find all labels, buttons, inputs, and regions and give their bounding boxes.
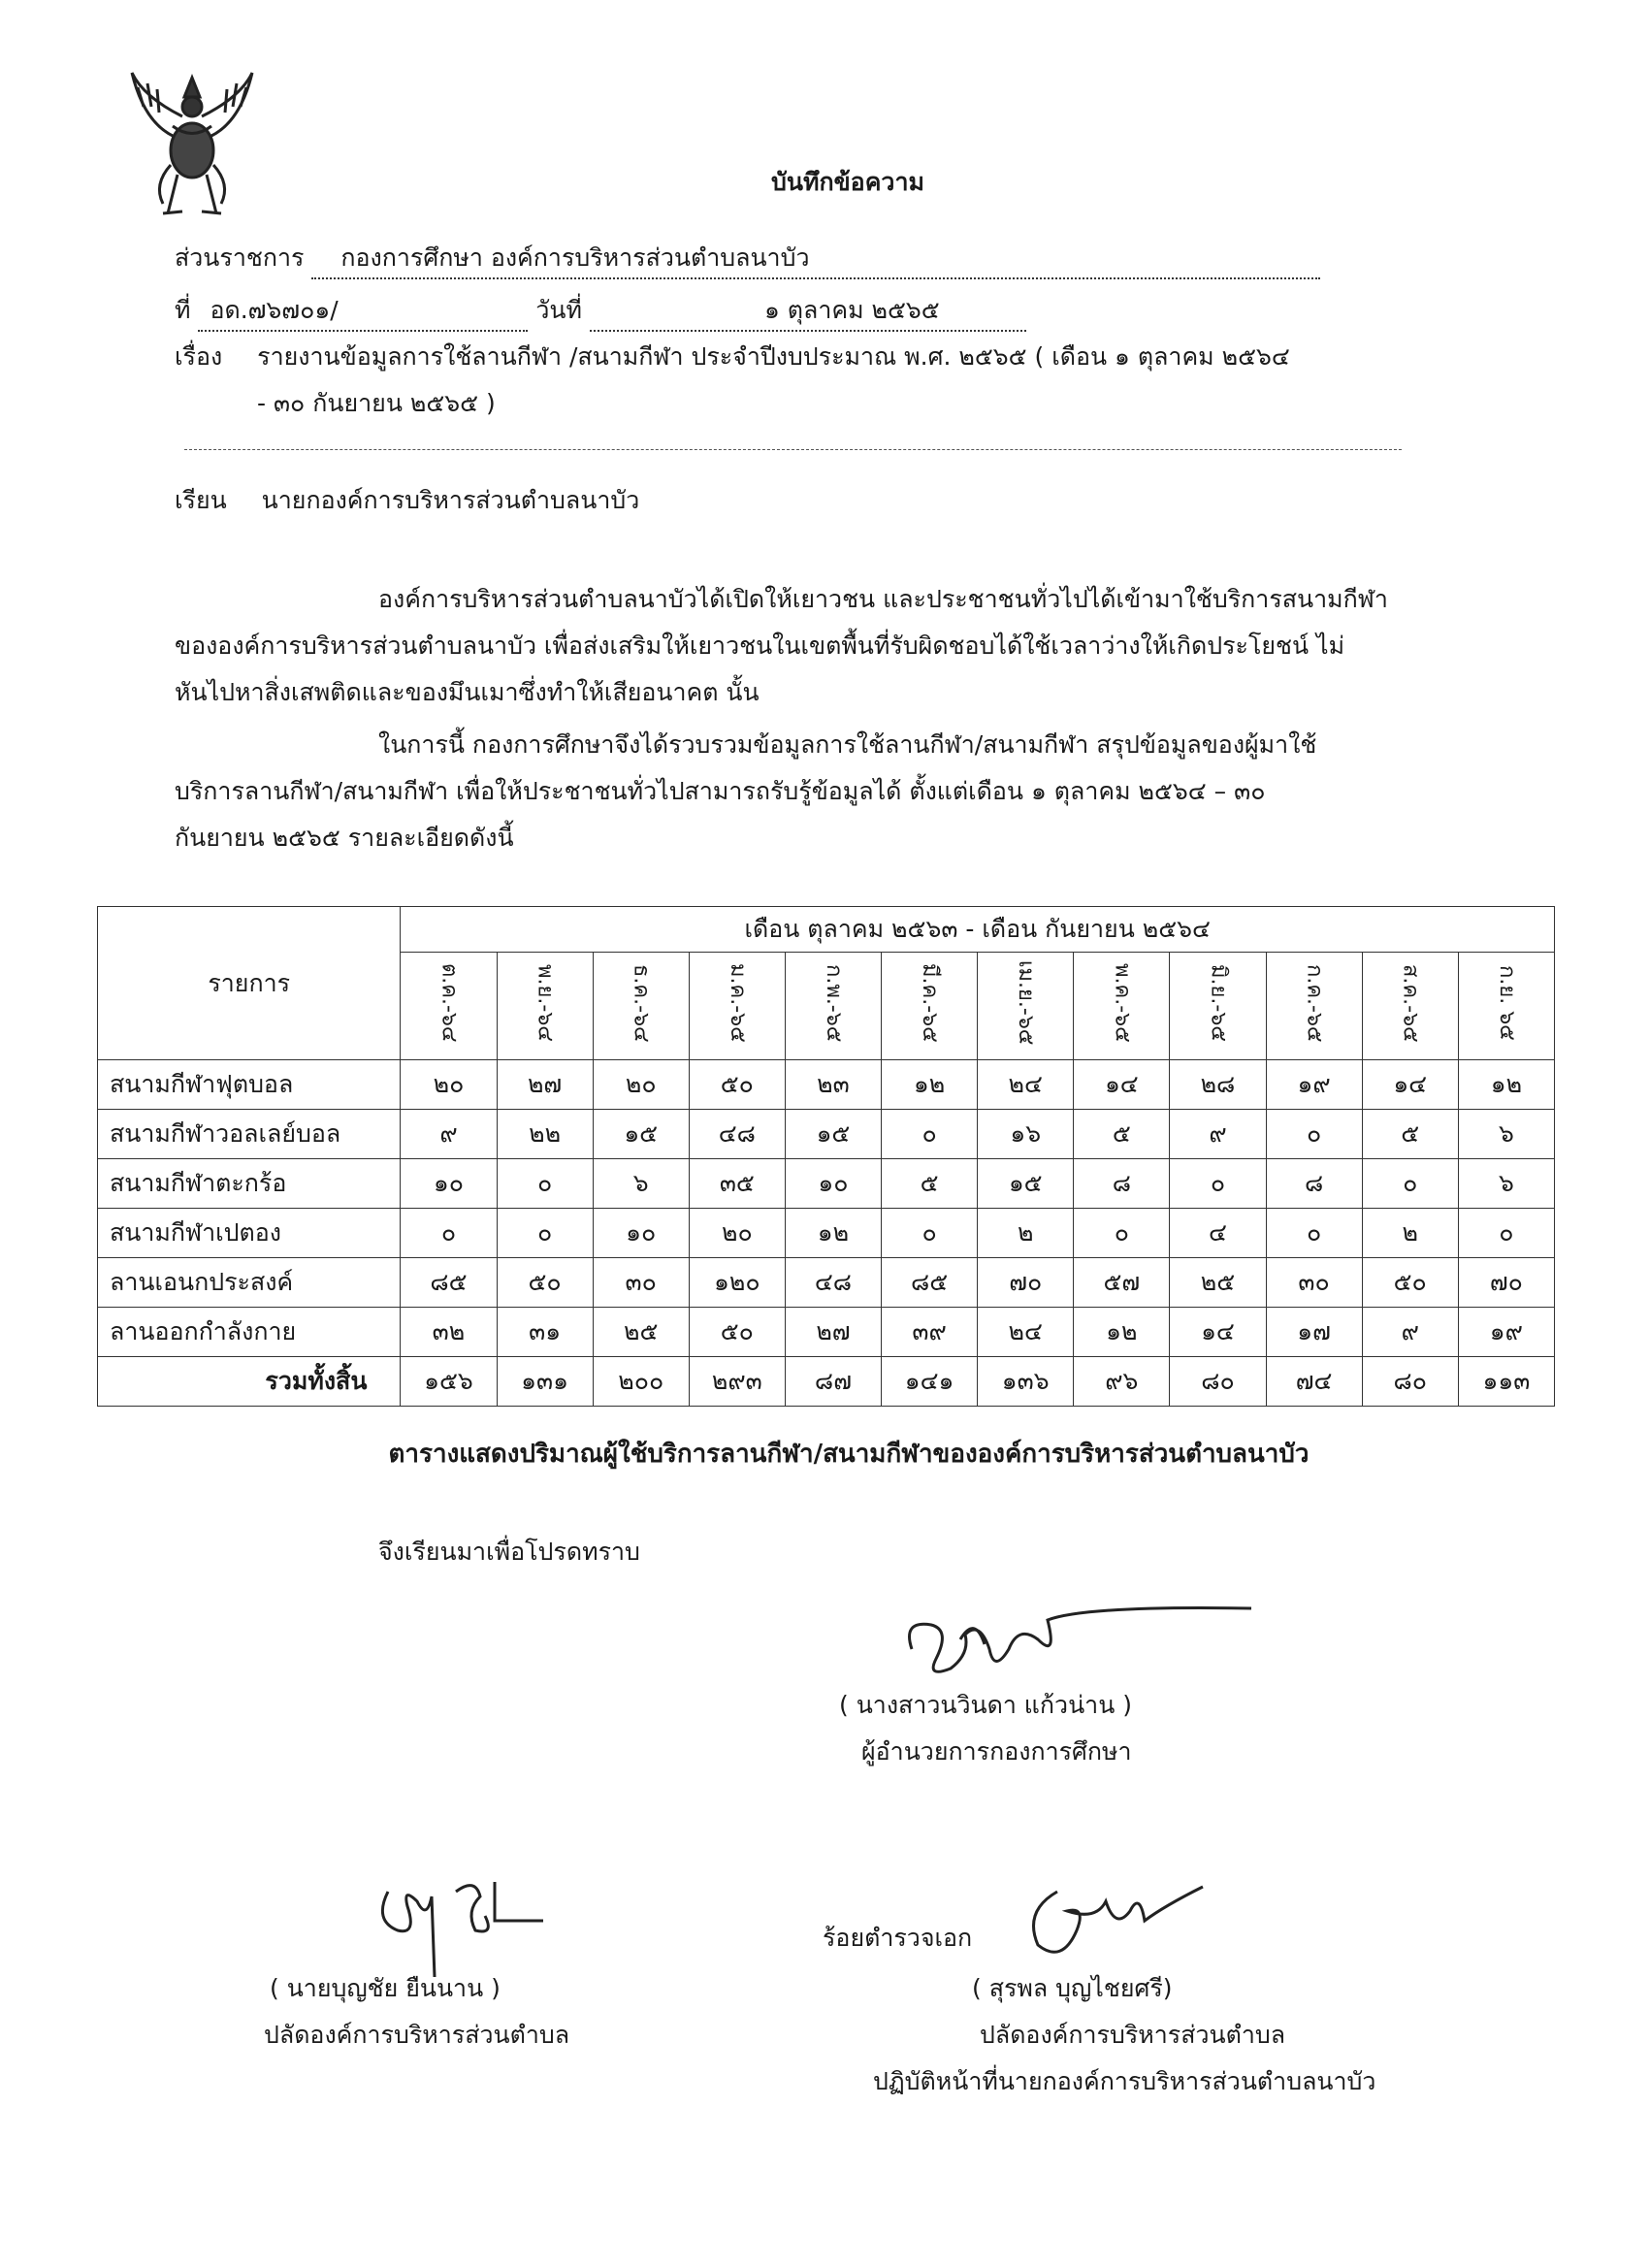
table-cell: ๙ bbox=[1170, 1110, 1266, 1159]
director-name: ( นางสาวนวินดา แก้วน่าน ) bbox=[839, 1691, 1133, 1719]
month-header bbox=[978, 953, 1074, 1060]
signature-director-icon bbox=[892, 1601, 1261, 1688]
table-cell: ๖ bbox=[1458, 1110, 1554, 1159]
closing-text: จึงเรียนมาเพื่อโปรดทราบ bbox=[378, 1538, 640, 1566]
date-label: วันที่ bbox=[535, 296, 582, 324]
table-cell: ๓๙ bbox=[882, 1308, 978, 1357]
table-cell: ๒๔ bbox=[978, 1060, 1074, 1110]
month-label: เม.ย.-๖๕ bbox=[1014, 960, 1039, 1046]
total-cell: ๒๙๓ bbox=[689, 1357, 785, 1407]
table-cell: ๐ bbox=[497, 1209, 593, 1258]
acting-title: ปลัดองค์การบริหารส่วนตำบล bbox=[980, 2021, 1286, 2049]
table-cell: ๑๒ bbox=[1458, 1060, 1554, 1110]
agency-value: กองการศึกษา องค์การบริหารส่วนตำบลนาบัว bbox=[311, 239, 1320, 279]
table-cell: ๓๐ bbox=[593, 1258, 689, 1308]
table-cell: ๐ bbox=[497, 1159, 593, 1209]
table-cell: ๑๒๐ bbox=[689, 1258, 785, 1308]
total-cell: ๘๐ bbox=[1170, 1357, 1266, 1407]
ref-value: อด.๗๖๗๐๑/ bbox=[198, 291, 528, 332]
table-cell: ๖ bbox=[1458, 1159, 1554, 1209]
table-cell: ๙ bbox=[401, 1110, 497, 1159]
memo-title: บันทึกข้อความ bbox=[771, 168, 924, 196]
month-label: ธ.ค.-๖๔ bbox=[629, 963, 654, 1043]
month-label: พ.ค.-๖๕ bbox=[1110, 963, 1135, 1043]
table-cell: ๑๕ bbox=[593, 1110, 689, 1159]
table-row bbox=[98, 1209, 1555, 1258]
usage-table bbox=[97, 906, 1555, 1407]
table-header-row bbox=[98, 907, 1555, 953]
month-label: ส.ค.-๖๕ bbox=[1398, 963, 1423, 1043]
table-cell: ๑๗ bbox=[1266, 1308, 1362, 1357]
total-cell: ๘๐ bbox=[1362, 1357, 1458, 1407]
table-cell: ๑๐ bbox=[785, 1159, 881, 1209]
table-cell: ๑๙ bbox=[1266, 1060, 1362, 1110]
para2-line2: บริการลานกีฬา/สนามกีฬา เพื่อให้ประชาชนทั่วไปสามารถรับรู้ข้อมูลได้ ตั้งแต่เดือน ๑ ตุลาคม ๒๕๖๔ – ๓๐ bbox=[175, 777, 1266, 805]
table-cell: ๒๗ bbox=[785, 1308, 881, 1357]
table-cell: ๒๗ bbox=[497, 1060, 593, 1110]
table-cell: ๒๔ bbox=[978, 1308, 1074, 1357]
table-cell: ๒๓ bbox=[785, 1060, 881, 1110]
table-row bbox=[98, 1308, 1555, 1357]
table-cell: ๐ bbox=[882, 1110, 978, 1159]
table-cell: ๕ bbox=[882, 1159, 978, 1209]
table-cell: ๗๐ bbox=[1458, 1258, 1554, 1308]
table-cell: ๒๘ bbox=[1170, 1060, 1266, 1110]
table-cell: ๑๙ bbox=[1458, 1308, 1554, 1357]
to-label: เรียน bbox=[175, 486, 227, 514]
table-cell: ๒๒ bbox=[497, 1110, 593, 1159]
month-header bbox=[1362, 953, 1458, 1060]
para1-line2: ขององค์การบริหารส่วนตำบลนาบัว เพื่อส่งเสริมให้เยาวชนในเขตพื้นที่รับผิดชอบได้ใช้เวลาว่างให้เกิดประโยชน์ ไม่ bbox=[175, 632, 1345, 660]
table-cell: ๐ bbox=[1266, 1110, 1362, 1159]
row-label: สนามกีฬาตะกร้อ bbox=[98, 1159, 401, 1209]
table-cell: ๐ bbox=[1074, 1209, 1170, 1258]
table-cell: ๐ bbox=[1170, 1159, 1266, 1209]
total-cell: ๑๓๑ bbox=[497, 1357, 593, 1407]
total-label: รวมทั้งสิ้น bbox=[98, 1357, 401, 1407]
table-cell: ๕๐ bbox=[1362, 1258, 1458, 1308]
table-cell: ๒ bbox=[1362, 1209, 1458, 1258]
to-row bbox=[175, 481, 639, 520]
acting-duty: ปฏิบัติหน้าที่นายกองค์การบริหารส่วนตำบลนาบัว bbox=[873, 2067, 1376, 2095]
subject-line-2: - ๓๐ กันยายน ๒๕๖๕ ) bbox=[257, 389, 496, 417]
table-cell: ๘๕ bbox=[401, 1258, 497, 1308]
row-label: ลานออกกำลังกาย bbox=[98, 1308, 401, 1357]
table-cell: ๑๒ bbox=[785, 1209, 881, 1258]
month-header bbox=[1266, 953, 1362, 1060]
table-row bbox=[98, 1110, 1555, 1159]
deputy-name: ( นายบุญชัย ยืนนาน ) bbox=[270, 1974, 501, 2002]
month-label: พ.ย.-๖๔ bbox=[533, 964, 558, 1042]
month-header bbox=[1170, 953, 1266, 1060]
acting-rank: ร้อยตำรวจเอก bbox=[823, 1924, 973, 1952]
table-cell: ๐ bbox=[882, 1209, 978, 1258]
table-cell: ๓๐ bbox=[1266, 1258, 1362, 1308]
table-cell: ๗๐ bbox=[978, 1258, 1074, 1308]
table-cell: ๑๐ bbox=[401, 1159, 497, 1209]
month-label: ก.พ.-๖๕ bbox=[821, 963, 846, 1043]
period-header: เดือน ตุลาคม ๒๕๖๓ - เดือน กันยายน ๒๕๖๔ bbox=[401, 907, 1555, 953]
agency-label: ส่วนราชการ bbox=[175, 243, 305, 272]
month-header bbox=[401, 953, 497, 1060]
table-cell: ๓๕ bbox=[689, 1159, 785, 1209]
table-cell: ๒ bbox=[978, 1209, 1074, 1258]
subject-row bbox=[175, 338, 1290, 376]
table-cell: ๘๕ bbox=[882, 1258, 978, 1308]
table-cell: ๐ bbox=[1362, 1159, 1458, 1209]
row-label: สนามกีฬาฟุตบอล bbox=[98, 1060, 401, 1110]
ref-date-row bbox=[175, 291, 1026, 332]
table-cell: ๑๔ bbox=[1074, 1060, 1170, 1110]
table-cell: ๐ bbox=[1266, 1209, 1362, 1258]
table-cell: ๒๐ bbox=[593, 1060, 689, 1110]
month-label: ก.ย. ๖๕ bbox=[1494, 965, 1519, 1041]
table-cell: ๕ bbox=[1074, 1110, 1170, 1159]
table-cell: ๒๐ bbox=[401, 1060, 497, 1110]
month-header bbox=[497, 953, 593, 1060]
table-cell: ๕๐ bbox=[689, 1308, 785, 1357]
table-cell: ๑๕ bbox=[785, 1110, 881, 1159]
table-cell: ๔๘ bbox=[689, 1110, 785, 1159]
month-header bbox=[785, 953, 881, 1060]
to-value: นายกองค์การบริหารส่วนตำบลนาบัว bbox=[261, 486, 640, 514]
month-label: มิ.ย.-๖๕ bbox=[1206, 964, 1231, 1042]
table-cell: ๕๗ bbox=[1074, 1258, 1170, 1308]
para1-line3: หันไปหาสิ่งเสพติดและของมึนเมาซึ่งทำให้เสียอนาคต นั้น bbox=[175, 678, 760, 706]
month-label: ก.ค.-๖๕ bbox=[1302, 963, 1327, 1043]
table-cell: ๑๕ bbox=[978, 1159, 1074, 1209]
total-cell: ๗๔ bbox=[1266, 1357, 1362, 1407]
total-cell: ๑๔๑ bbox=[882, 1357, 978, 1407]
row-label: สนามกีฬาวอลเลย์บอล bbox=[98, 1110, 401, 1159]
date-value: ๑ ตุลาคม ๒๕๖๕ bbox=[590, 291, 1026, 332]
table-cell: ๒๐ bbox=[689, 1209, 785, 1258]
total-cell: ๑๕๖ bbox=[401, 1357, 497, 1407]
total-cell: ๙๖ bbox=[1074, 1357, 1170, 1407]
table-cell: ๙ bbox=[1362, 1308, 1458, 1357]
table-cell: ๑๒ bbox=[882, 1060, 978, 1110]
month-header bbox=[882, 953, 978, 1060]
total-cell: ๑๑๓ bbox=[1458, 1357, 1554, 1407]
table-cell: ๑๔ bbox=[1170, 1308, 1266, 1357]
table-cell: ๐ bbox=[1458, 1209, 1554, 1258]
para2-line1: ในการนี้ กองการศึกษาจึงได้รวบรวมข้อมูลการใช้ลานกีฬา/สนามกีฬา สรุปข้อมูลของผู้มาใช้ bbox=[378, 730, 1317, 759]
table-cell: ๒๕ bbox=[1170, 1258, 1266, 1308]
table-row bbox=[98, 1159, 1555, 1209]
row-label: สนามกีฬาเปตอง bbox=[98, 1209, 401, 1258]
subject-label: เรื่อง bbox=[175, 342, 223, 371]
table-cell: ๓๑ bbox=[497, 1308, 593, 1357]
total-cell: ๒๐๐ bbox=[593, 1357, 689, 1407]
signature-deputy-icon bbox=[359, 1863, 553, 1979]
table-row bbox=[98, 1060, 1555, 1110]
ref-label: ที่ bbox=[175, 296, 191, 324]
table-cell: ๑๔ bbox=[1362, 1060, 1458, 1110]
table-cell: ๘ bbox=[1266, 1159, 1362, 1209]
table-cell: ๑๐ bbox=[593, 1209, 689, 1258]
total-cell: ๘๗ bbox=[785, 1357, 881, 1407]
table-cell: ๑๖ bbox=[978, 1110, 1074, 1159]
table-cell: ๑๒ bbox=[1074, 1308, 1170, 1357]
table-row bbox=[98, 1258, 1555, 1308]
table-cell: ๒๕ bbox=[593, 1308, 689, 1357]
table-cell: ๘ bbox=[1074, 1159, 1170, 1209]
month-header bbox=[1458, 953, 1554, 1060]
deputy-title: ปลัดองค์การบริหารส่วนตำบล bbox=[264, 2021, 570, 2049]
month-header bbox=[1074, 953, 1170, 1060]
month-header bbox=[593, 953, 689, 1060]
total-cell: ๑๓๖ bbox=[978, 1357, 1074, 1407]
para2-line3: กันยายน ๒๕๖๕ รายละเอียดดังนี้ bbox=[175, 824, 514, 852]
para1-line1: องค์การบริหารส่วนตำบลนาบัวได้เปิดให้เยาวชน และประชาชนทั่วไปได้เข้ามาใช้บริการสนามกีฬา bbox=[378, 585, 1388, 613]
month-label: ม.ค.-๖๕ bbox=[725, 963, 750, 1043]
month-label: มี.ค.-๖๕ bbox=[918, 963, 943, 1043]
table-cell: ๕ bbox=[1362, 1110, 1458, 1159]
table-cell: ๔ bbox=[1170, 1209, 1266, 1258]
table-caption: ตารางแสดงปริมาณผู้ใช้บริการลานกีฬา/สนามกีฬาขององค์การบริหารส่วนตำบลนาบัว bbox=[388, 1440, 1310, 1469]
table-cell: ๕๐ bbox=[497, 1258, 593, 1308]
director-title: ผู้อำนวยการกองการศึกษา bbox=[861, 1737, 1132, 1766]
month-header bbox=[689, 953, 785, 1060]
table-cell: ๕๐ bbox=[689, 1060, 785, 1110]
table-cell: ๖ bbox=[593, 1159, 689, 1209]
table-cell: ๔๘ bbox=[785, 1258, 881, 1308]
item-header: รายการ bbox=[98, 907, 401, 1060]
row-label: ลานเอนกประสงค์ bbox=[98, 1258, 401, 1308]
header-divider bbox=[184, 449, 1402, 450]
month-label: ต.ค.-๖๔ bbox=[436, 963, 462, 1043]
table-cell: ๓๒ bbox=[401, 1308, 497, 1357]
agency-row bbox=[175, 239, 1320, 279]
subject-line-1: รายงานข้อมูลการใช้ลานกีฬา /สนามกีฬา ประจำปีงบประมาณ พ.ศ. ๒๕๖๕ ( เดือน ๑ ตุลาคม ๒๕๖๔ bbox=[257, 342, 1290, 371]
acting-name: ( สุรพล บุญไชยศรี) bbox=[972, 1974, 1173, 2002]
signature-acting-icon bbox=[1018, 1872, 1212, 1969]
total-row bbox=[98, 1357, 1555, 1407]
table-cell: ๐ bbox=[401, 1209, 497, 1258]
